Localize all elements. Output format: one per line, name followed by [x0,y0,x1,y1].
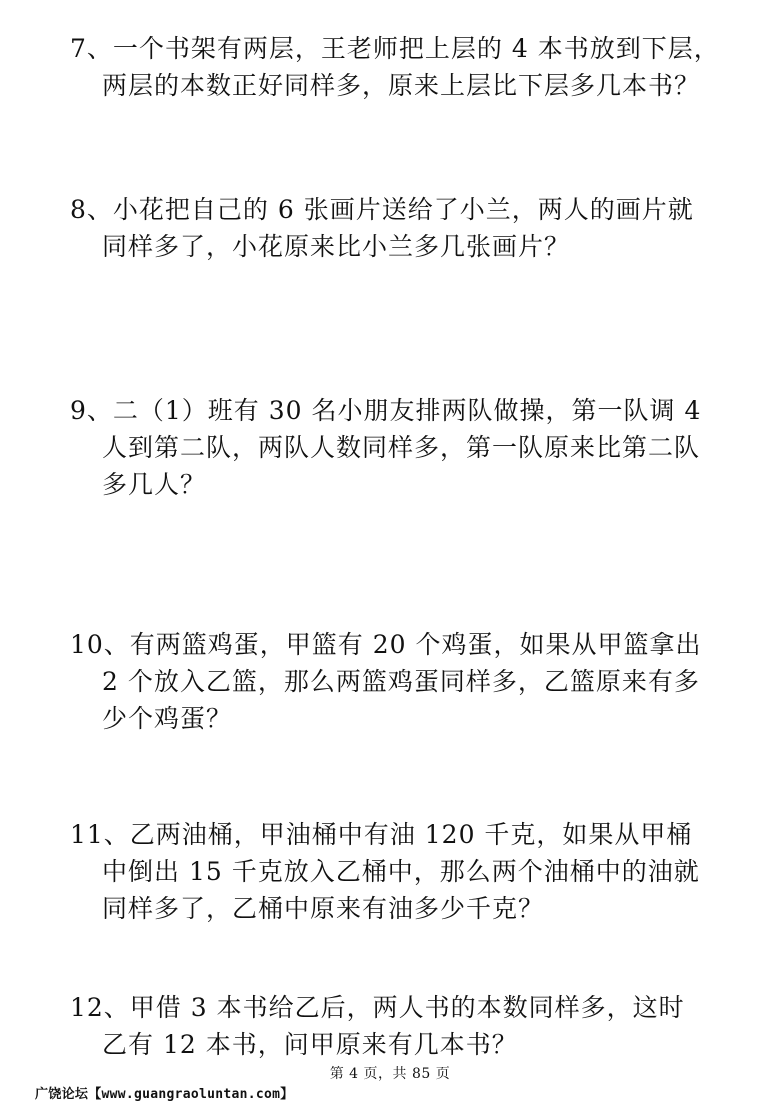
problem-11-line-2: 中倒出 15 千克放入乙桶中，那么两个油桶中的油就 [102,857,700,886]
problem-9-line-1: 9、二（1）班有 30 名小朋友排两队做操，第一队调 4 [70,396,702,425]
site-footer: 广饶论坛【www.guangraoluntan.com】 [35,1087,294,1102]
problem-7 [70,30,720,104]
problem-9 [70,392,710,503]
problem-11-line-1: 11、乙两油桶，甲油桶中有油 120 千克，如果从甲桶 [70,820,693,849]
problem-8-line-2: 同样多了，小花原来比小兰多几张画片？ [102,232,571,261]
problem-12-line-2: 乙有 12 本书，问甲原来有几本书？ [102,1030,518,1059]
problem-7-line-2: 两层的本数正好同样多，原来上层比下层多几本书？ [102,71,701,100]
problem-12 [70,989,710,1063]
problem-8 [70,191,710,265]
problem-7-line-1: 7、一个书架有两层，王老师把上层的 4 本书放到下层， [70,34,720,63]
problem-8-line-1: 8、小花把自己的 6 张画片送给了小兰，两人的画片就 [70,195,694,224]
problem-12-line-1: 12、甲借 3 本书给乙后，两人书的本数同样多，这时 [70,993,685,1022]
problem-11-line-3: 同样多了，乙桶中原来有油多少千克？ [102,894,545,923]
problem-10 [70,626,710,737]
page-number: 第 4 页，共 85 页 [329,1066,451,1082]
problem-9-line-3: 多几人？ [102,470,207,499]
problem-10-line-2: 2 个放入乙篮，那么两篮鸡蛋同样多，乙篮原来有多 [102,667,700,696]
problem-11 [70,816,710,927]
problem-9-line-2: 人到第二队，两队人数同样多，第一队原来比第二队 [102,433,701,462]
problem-10-line-3: 少个鸡蛋？ [102,704,233,733]
problem-10-line-1: 10、有两篮鸡蛋，甲篮有 20 个鸡蛋，如果从甲篮拿出 [70,630,702,659]
